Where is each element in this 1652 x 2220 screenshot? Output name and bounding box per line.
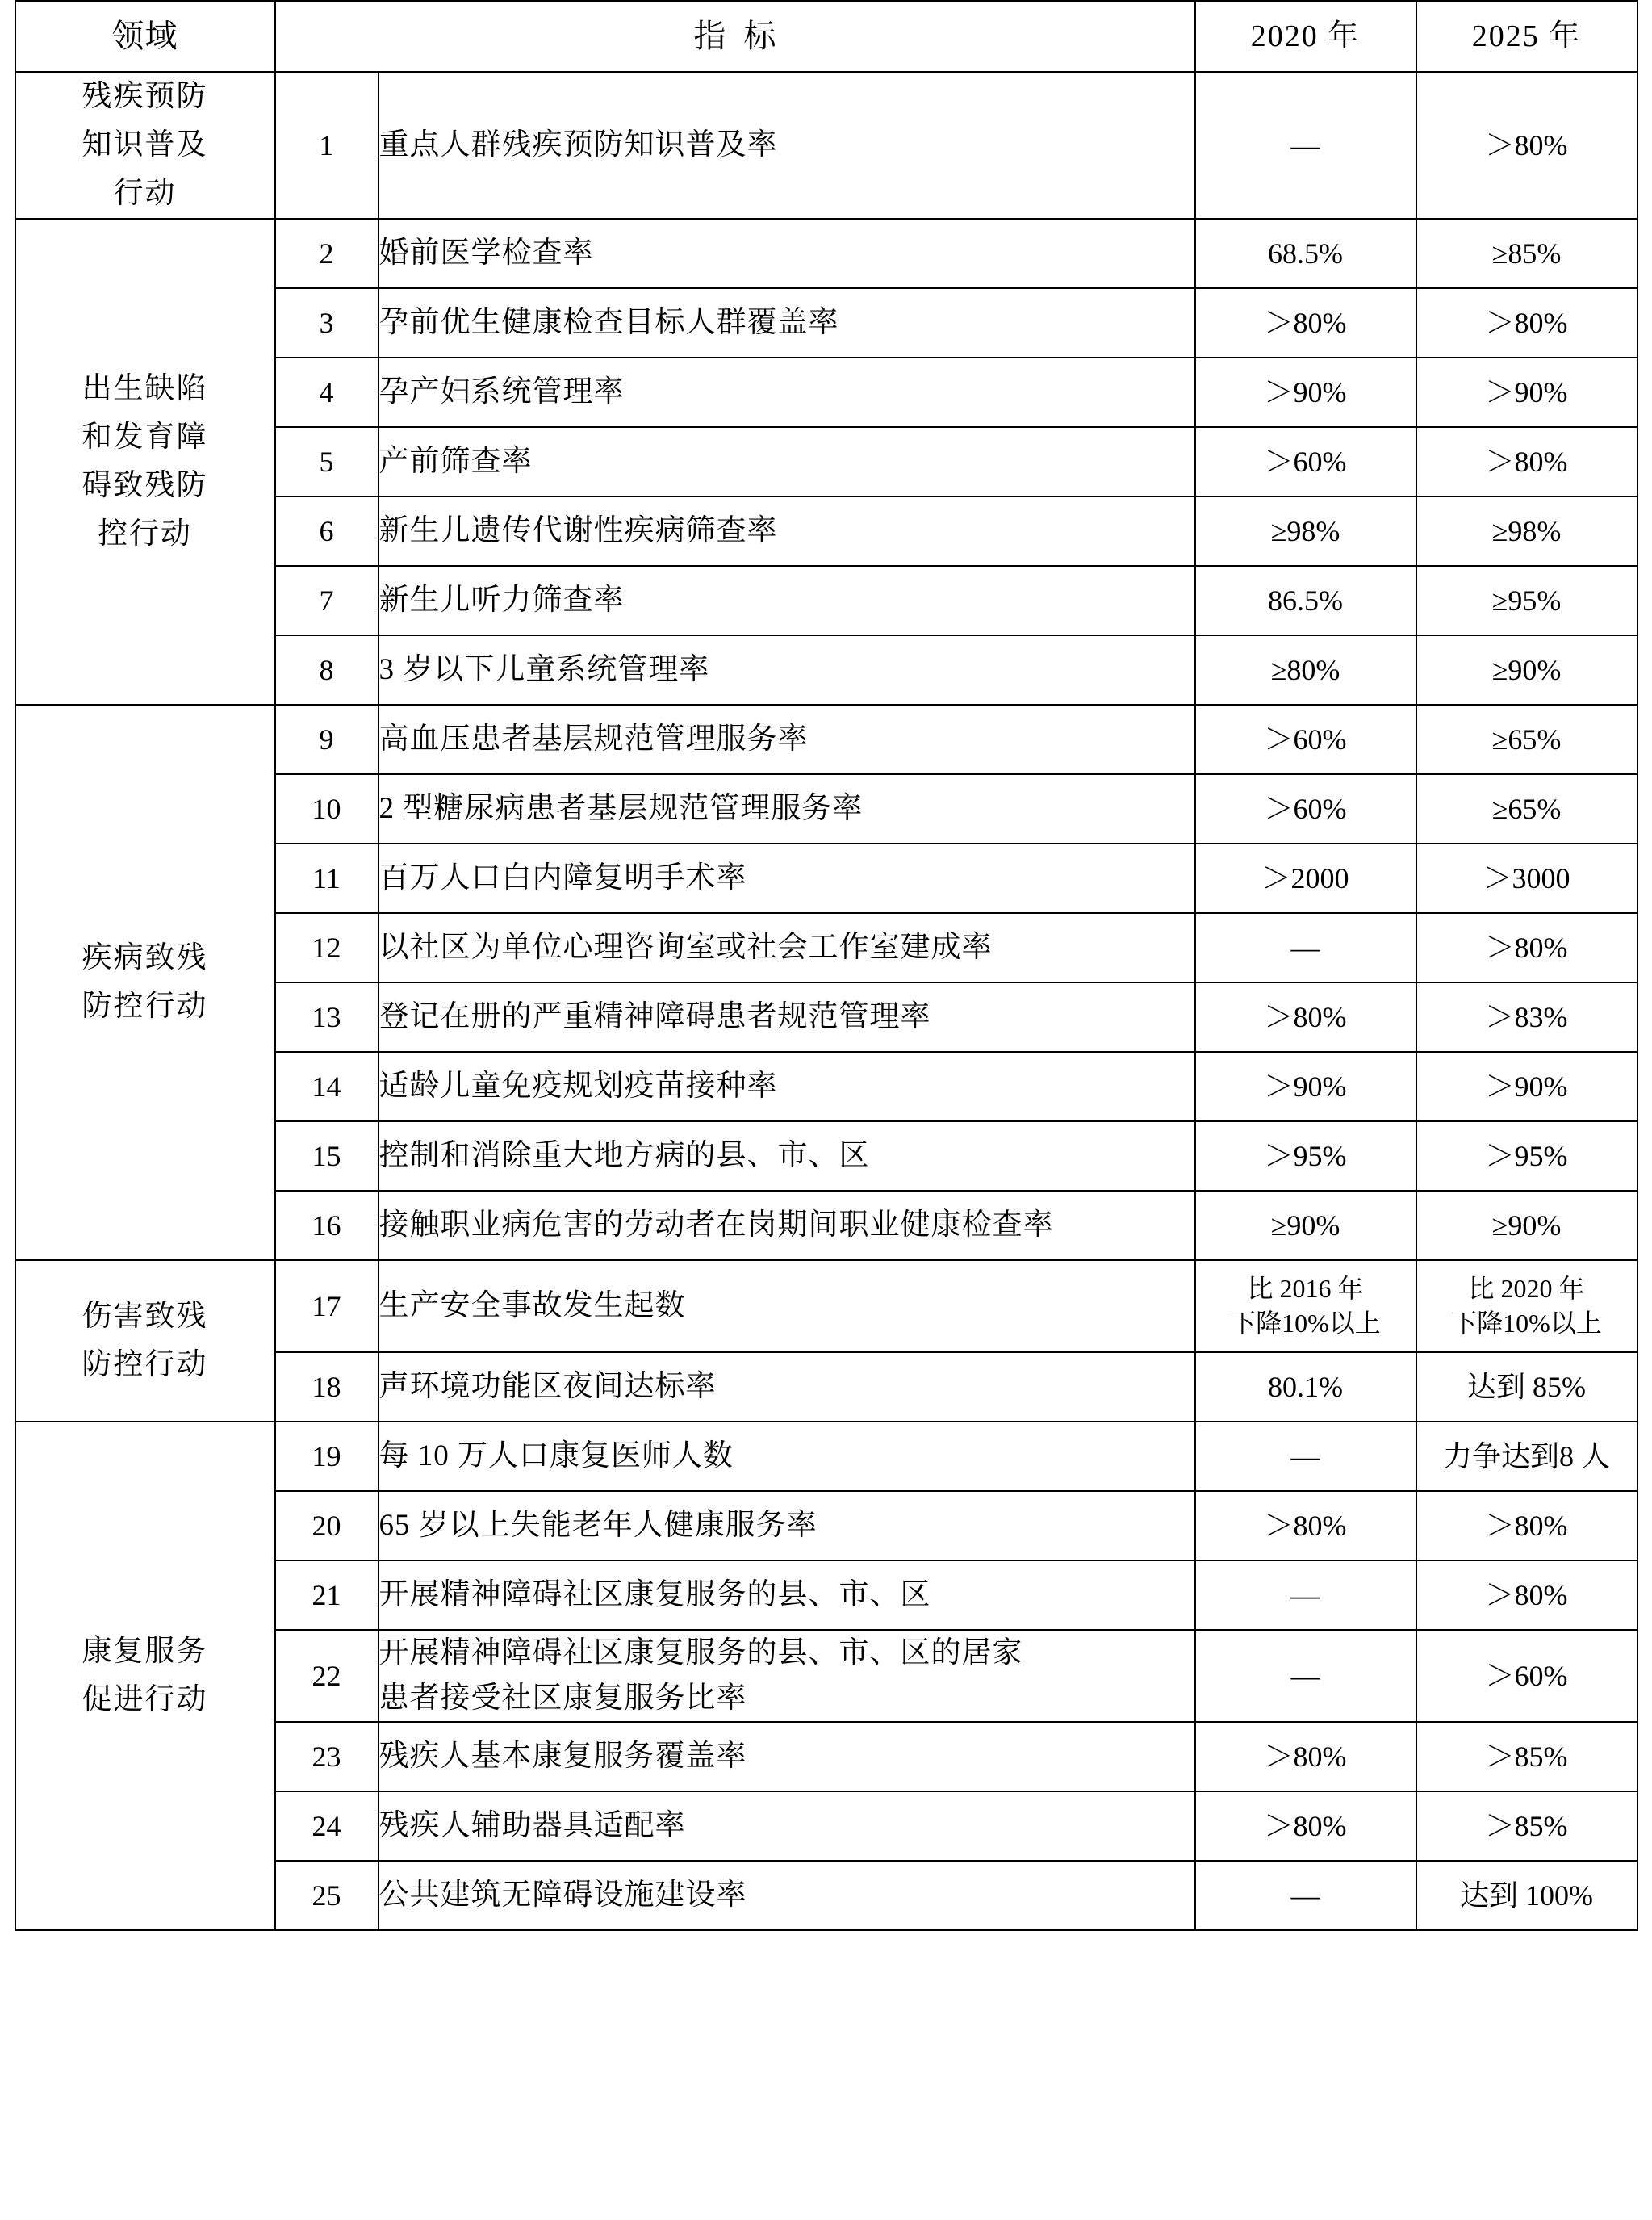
indicator-name: 百万人口白内障复明手术率 <box>378 844 1195 913</box>
value-2020: ≥90% <box>1195 1191 1416 1260</box>
value-2020: 比 2016 年 下降10%以上 <box>1195 1260 1416 1352</box>
row-number: 7 <box>275 566 378 635</box>
row-number: 18 <box>275 1352 378 1422</box>
table-row <box>15 219 1637 288</box>
indicator-name: 2 型糖尿病患者基层规范管理服务率 <box>378 774 1195 844</box>
value-2025: ＞80% <box>1416 913 1637 982</box>
row-number: 6 <box>275 496 378 566</box>
indicator-name: 残疾人辅助器具适配率 <box>378 1791 1195 1861</box>
value-2025: ＞3000 <box>1416 844 1637 913</box>
indicator-name: 开展精神障碍社区康复服务的县、市、区 <box>378 1560 1195 1630</box>
value-2025: ≥65% <box>1416 705 1637 774</box>
value-2025: ＞80% <box>1416 72 1637 219</box>
domain-cell: 康复服务 促进行动 <box>15 1422 275 1930</box>
value-2025: ≥85% <box>1416 219 1637 288</box>
indicator-name: 孕产妇系统管理率 <box>378 358 1195 427</box>
value-2025: ＞80% <box>1416 1560 1637 1630</box>
indicator-name: 孕前优生健康检查目标人群覆盖率 <box>378 288 1195 358</box>
row-number: 11 <box>275 844 378 913</box>
value-2020: ＞80% <box>1195 1791 1416 1861</box>
indicator-name: 登记在册的严重精神障碍患者规范管理率 <box>378 982 1195 1052</box>
value-2025: ≥98% <box>1416 496 1637 566</box>
value-2020: — <box>1195 913 1416 982</box>
header-indicator: 指标 <box>275 1 1195 72</box>
value-2025: ≥95% <box>1416 566 1637 635</box>
domain-cell: 出生缺陷 和发育障 碍致残防 控行动 <box>15 219 275 705</box>
value-2020: ＞60% <box>1195 774 1416 844</box>
value-2020: ＞80% <box>1195 1491 1416 1560</box>
value-2020: ＞90% <box>1195 358 1416 427</box>
value-2025: ≥90% <box>1416 1191 1637 1260</box>
value-2025: ＞80% <box>1416 427 1637 496</box>
indicator-name: 适龄儿童免疫规划疫苗接种率 <box>378 1052 1195 1121</box>
row-number: 23 <box>275 1722 378 1791</box>
value-2025: ＞83% <box>1416 982 1637 1052</box>
value-2020: ＞80% <box>1195 982 1416 1052</box>
indicator-name: 高血压患者基层规范管理服务率 <box>378 705 1195 774</box>
value-2020: ＞95% <box>1195 1121 1416 1191</box>
row-number: 10 <box>275 774 378 844</box>
value-2025: 达到 100% <box>1416 1861 1637 1930</box>
indicator-name: 接触职业病危害的劳动者在岗期间职业健康检查率 <box>378 1191 1195 1260</box>
indicator-name: 开展精神障碍社区康复服务的县、市、区的居家 患者接受社区康复服务比率 <box>378 1630 1195 1722</box>
indicator-name: 重点人群残疾预防知识普及率 <box>378 72 1195 219</box>
indicator-name: 65 岁以上失能老年人健康服务率 <box>378 1491 1195 1560</box>
value-2020: ＞60% <box>1195 427 1416 496</box>
row-number: 25 <box>275 1861 378 1930</box>
value-2020: ＞60% <box>1195 705 1416 774</box>
value-2020: 68.5% <box>1195 219 1416 288</box>
row-number: 20 <box>275 1491 378 1560</box>
value-2020: — <box>1195 1560 1416 1630</box>
value-2020: ≥80% <box>1195 635 1416 705</box>
value-2020: ≥98% <box>1195 496 1416 566</box>
header-year-2020: 2020 年 <box>1195 1 1416 72</box>
value-2025: ＞90% <box>1416 1052 1637 1121</box>
indicator-name: 声环境功能区夜间达标率 <box>378 1352 1195 1422</box>
domain-cell: 残疾预防 知识普及 行动 <box>15 72 275 219</box>
table-row <box>15 1422 1637 1491</box>
value-2020: — <box>1195 72 1416 219</box>
row-number: 14 <box>275 1052 378 1121</box>
value-2020: 86.5% <box>1195 566 1416 635</box>
header-year-2025: 2025 年 <box>1416 1 1637 72</box>
domain-cell: 疾病致残 防控行动 <box>15 705 275 1260</box>
value-2020: ＞80% <box>1195 1722 1416 1791</box>
value-2025: ＞90% <box>1416 358 1637 427</box>
row-number: 1 <box>275 72 378 219</box>
indicator-name: 公共建筑无障碍设施建设率 <box>378 1861 1195 1930</box>
row-number: 12 <box>275 913 378 982</box>
row-number: 19 <box>275 1422 378 1491</box>
value-2020: — <box>1195 1861 1416 1930</box>
domain-cell: 伤害致残 防控行动 <box>15 1260 275 1422</box>
indicator-name: 新生儿听力筛查率 <box>378 566 1195 635</box>
row-number: 17 <box>275 1260 378 1352</box>
indicator-name: 以社区为单位心理咨询室或社会工作室建成率 <box>378 913 1195 982</box>
row-number: 5 <box>275 427 378 496</box>
row-number: 4 <box>275 358 378 427</box>
value-2025: 力争达到8 人 <box>1416 1422 1637 1491</box>
indicator-name: 产前筛查率 <box>378 427 1195 496</box>
row-number: 8 <box>275 635 378 705</box>
value-2025: ＞60% <box>1416 1630 1637 1722</box>
row-number: 22 <box>275 1630 378 1722</box>
value-2020: ＞90% <box>1195 1052 1416 1121</box>
value-2020: 80.1% <box>1195 1352 1416 1422</box>
value-2025: ≥90% <box>1416 635 1637 705</box>
value-2025: 比 2020 年 下降10%以上 <box>1416 1260 1637 1352</box>
value-2025: ＞80% <box>1416 288 1637 358</box>
table-header-row <box>15 1 1637 72</box>
table-row <box>15 1260 1637 1352</box>
row-number: 24 <box>275 1791 378 1861</box>
table-row <box>15 705 1637 774</box>
indicator-table <box>15 0 1638 1931</box>
indicator-name: 残疾人基本康复服务覆盖率 <box>378 1722 1195 1791</box>
value-2025: 达到 85% <box>1416 1352 1637 1422</box>
header-domain: 领域 <box>15 1 275 72</box>
indicator-name: 生产安全事故发生起数 <box>378 1260 1195 1352</box>
indicator-name: 每 10 万人口康复医师人数 <box>378 1422 1195 1491</box>
value-2025: ≥65% <box>1416 774 1637 844</box>
value-2020: — <box>1195 1630 1416 1722</box>
indicator-name: 控制和消除重大地方病的县、市、区 <box>378 1121 1195 1191</box>
row-number: 16 <box>275 1191 378 1260</box>
row-number: 21 <box>275 1560 378 1630</box>
row-number: 13 <box>275 982 378 1052</box>
value-2020: ＞2000 <box>1195 844 1416 913</box>
value-2025: ＞85% <box>1416 1722 1637 1791</box>
row-number: 2 <box>275 219 378 288</box>
table-row <box>15 72 1637 219</box>
indicator-name: 3 岁以下儿童系统管理率 <box>378 635 1195 705</box>
value-2025: ＞85% <box>1416 1791 1637 1861</box>
row-number: 15 <box>275 1121 378 1191</box>
indicator-name: 婚前医学检查率 <box>378 219 1195 288</box>
value-2025: ＞80% <box>1416 1491 1637 1560</box>
row-number: 9 <box>275 705 378 774</box>
value-2020: ＞80% <box>1195 288 1416 358</box>
value-2025: ＞95% <box>1416 1121 1637 1191</box>
indicator-name: 新生儿遗传代谢性疾病筛查率 <box>378 496 1195 566</box>
value-2020: — <box>1195 1422 1416 1491</box>
row-number: 3 <box>275 288 378 358</box>
